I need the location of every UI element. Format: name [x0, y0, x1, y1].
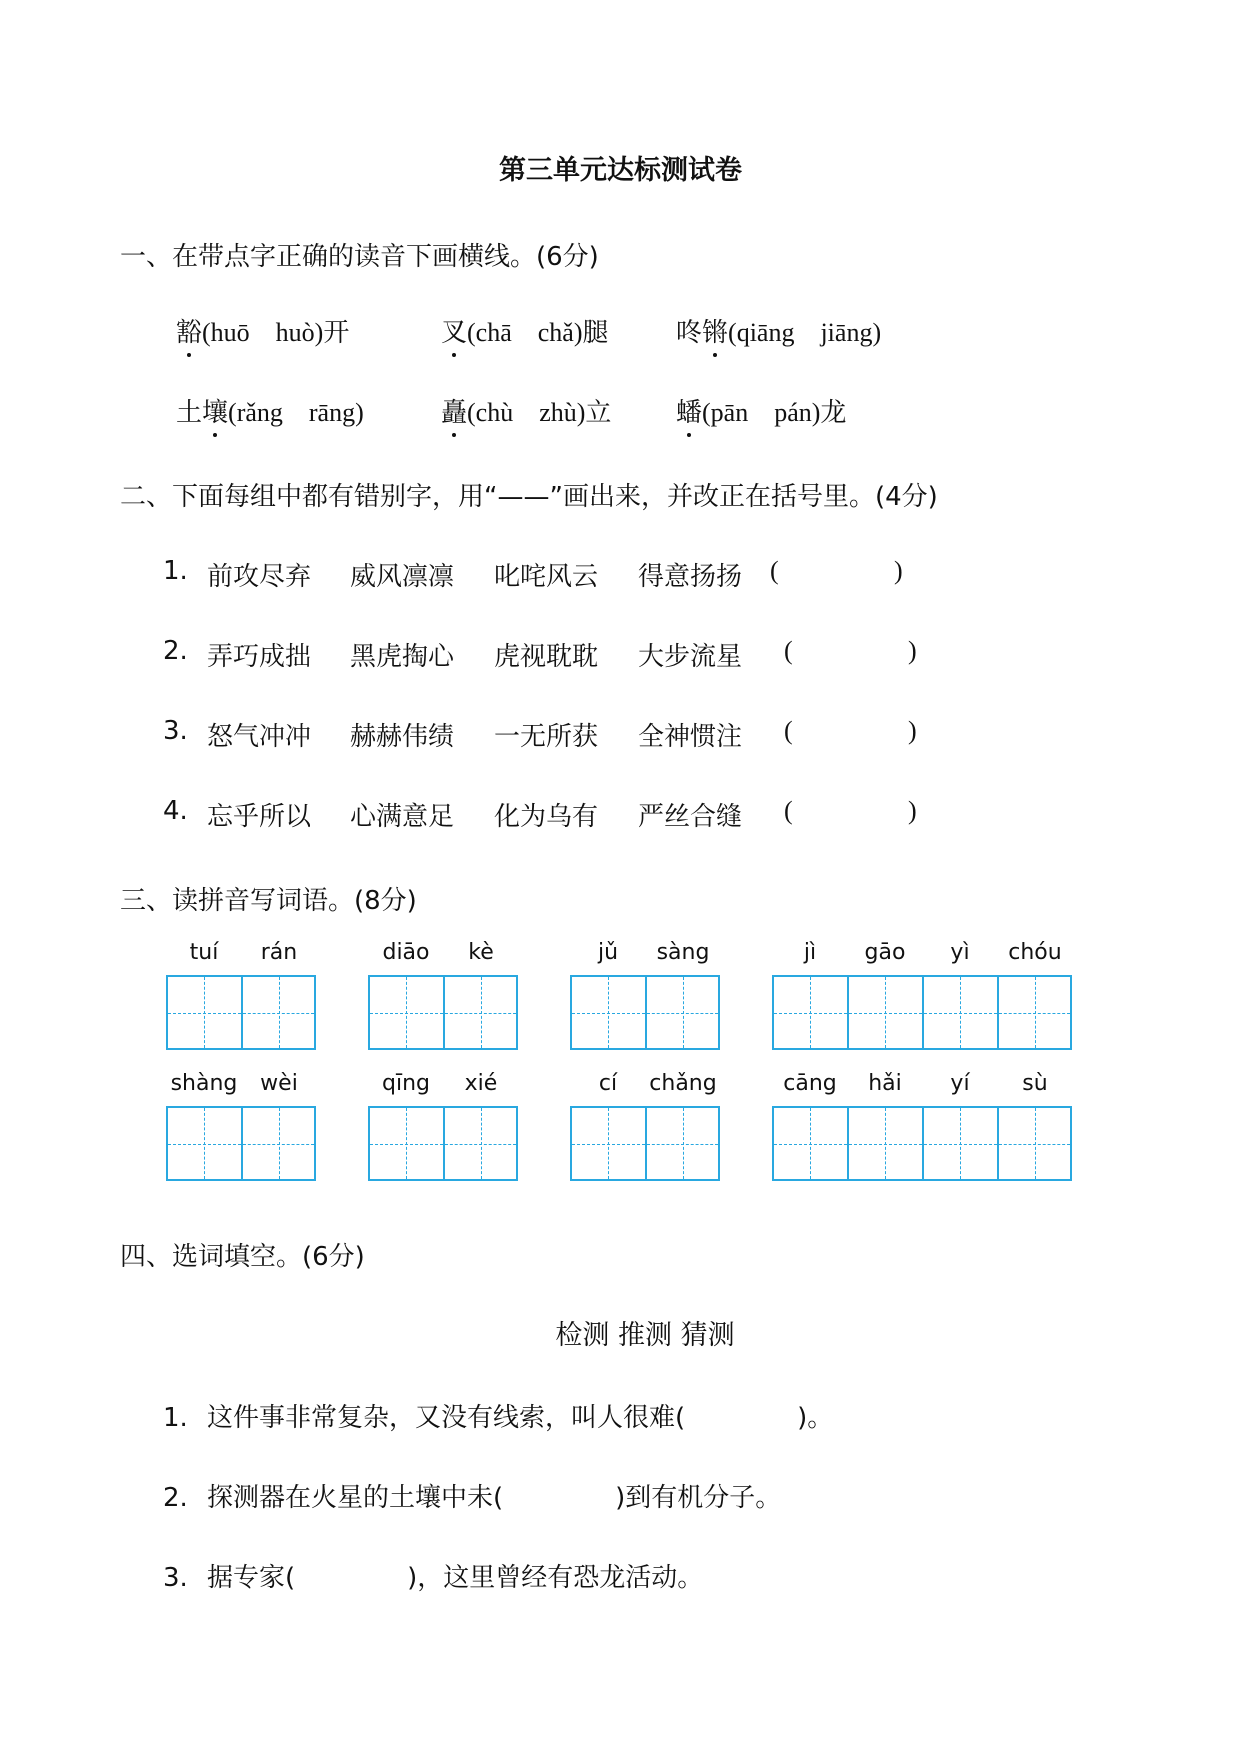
- answer-open-paren: (: [784, 716, 793, 745]
- dotted-char: 矗: [441, 392, 467, 429]
- writing-cell[interactable]: [997, 1106, 1072, 1181]
- word-choices: 检测 推测 猜测: [555, 1320, 735, 1351]
- pinyin-label: diāo: [382, 940, 430, 965]
- cell-guide-horizontal: [849, 1144, 922, 1145]
- idiom-word: 威风凛凛: [350, 562, 455, 592]
- cell-guide-horizontal: [572, 1144, 645, 1145]
- pinyin-label: jì: [803, 940, 817, 965]
- cell-guide-horizontal: [849, 1013, 922, 1014]
- cell-guide-horizontal: [647, 1144, 718, 1145]
- writing-cell[interactable]: [997, 975, 1072, 1050]
- idiom-word: 叱咤风云: [494, 562, 599, 592]
- pinyin-label: cí: [598, 1071, 618, 1096]
- idiom-word: 前攻尽弃: [207, 562, 312, 592]
- section4-heading: 四、选词填空。(6分): [120, 1242, 365, 1272]
- sentence-before: 据专家(: [207, 1563, 296, 1593]
- writing-cell[interactable]: [847, 1106, 922, 1181]
- pinyin-label: gāo: [864, 940, 906, 965]
- cell-guide-horizontal: [243, 1013, 314, 1014]
- writing-cell[interactable]: [166, 975, 241, 1050]
- fill-in-sentence: [163, 1477, 781, 1514]
- pinyin-label: cāng: [783, 1071, 837, 1096]
- writing-cell[interactable]: [368, 975, 443, 1050]
- writing-cell[interactable]: [645, 975, 720, 1050]
- pinyin-label: xié: [464, 1071, 498, 1096]
- pinyin-label: jǔ: [597, 940, 619, 965]
- writing-cell[interactable]: [772, 1106, 847, 1181]
- idiom-word: 心满意足: [350, 802, 455, 832]
- fill-in-sentence: [163, 1557, 703, 1594]
- cell-guide-horizontal: [999, 1144, 1070, 1145]
- cell-guide-horizontal: [999, 1013, 1070, 1014]
- question-number: 1.: [163, 556, 188, 586]
- question-number: 4.: [163, 796, 188, 826]
- writing-cell[interactable]: [570, 975, 645, 1050]
- pinyin-label: yí: [950, 1071, 970, 1096]
- cell-guide-horizontal: [572, 1013, 645, 1014]
- pinyin-label: tuí: [189, 940, 219, 965]
- idiom-word: 得意扬扬: [638, 562, 743, 592]
- sentence-before: 这件事非常复杂，又没有线索，叫人很难(: [207, 1403, 686, 1433]
- idiom-word: 大步流星: [638, 642, 743, 672]
- cell-guide-horizontal: [370, 1013, 443, 1014]
- section3-heading: 三、读拼音写词语。(8分): [120, 886, 417, 916]
- dotted-char: 豁: [176, 312, 202, 349]
- pinyin-label: wèi: [260, 1071, 298, 1096]
- question-number: 2.: [163, 636, 188, 666]
- idiom-word: 黑虎掏心: [350, 642, 455, 672]
- writing-cell[interactable]: [922, 1106, 997, 1181]
- idiom-word: 严丝合缝: [638, 802, 743, 832]
- page-title: 第三单元达标测试卷: [499, 155, 742, 186]
- writing-cell[interactable]: [443, 975, 518, 1050]
- pinyin-item-6: 蟠(pān pán)龙: [676, 392, 846, 429]
- idiom-word: 一无所获: [494, 722, 599, 752]
- cell-guide-horizontal: [445, 1013, 516, 1014]
- pinyin-label: sù: [1022, 1071, 1048, 1096]
- pinyin-label: sàng: [656, 940, 710, 965]
- sentence-after: )，这里曾经有恐龙活动。: [407, 1563, 704, 1593]
- section2-heading: 二、下面每组中都有错别字，用“——”画出来，并改正在括号里。(4分): [120, 482, 938, 512]
- pinyin-label: chóu: [1008, 940, 1062, 965]
- idiom-word: 全神惯注: [638, 722, 743, 752]
- writing-cell[interactable]: [645, 1106, 720, 1181]
- cell-guide-horizontal: [370, 1144, 443, 1145]
- pinyin-item-1: 豁(huō huò)开: [176, 312, 349, 349]
- question-number: 3.: [163, 1563, 188, 1593]
- question-number: 2.: [163, 1483, 188, 1513]
- idiom-word: 虎视耽耽: [494, 642, 599, 672]
- answer-open-paren: (: [784, 796, 793, 825]
- answer-close-paren: ): [908, 716, 917, 745]
- cell-guide-horizontal: [445, 1144, 516, 1145]
- idiom-word: 忘乎所以: [207, 802, 312, 832]
- answer-close-paren: ): [908, 796, 917, 825]
- answer-close-paren: ): [894, 556, 903, 585]
- cell-guide-horizontal: [924, 1144, 997, 1145]
- cell-guide-horizontal: [924, 1013, 997, 1014]
- pinyin-label: shàng: [170, 1071, 238, 1096]
- cell-guide-horizontal: [774, 1144, 847, 1145]
- dotted-char: 壤: [202, 392, 228, 429]
- writing-cell[interactable]: [241, 975, 316, 1050]
- idiom-word: 怒气冲冲: [207, 722, 312, 752]
- writing-cell[interactable]: [241, 1106, 316, 1181]
- writing-cell[interactable]: [847, 975, 922, 1050]
- writing-cell[interactable]: [772, 975, 847, 1050]
- question-number: 1.: [163, 1403, 188, 1433]
- pinyin-label: kè: [468, 940, 494, 965]
- sentence-before: 探测器在火星的土壤中未(: [207, 1483, 504, 1513]
- pinyin-label: chǎng: [649, 1071, 717, 1096]
- cell-guide-horizontal: [774, 1013, 847, 1014]
- cell-guide-horizontal: [168, 1144, 241, 1145]
- pinyin-item-4: 土壤(rǎng rāng): [176, 392, 364, 429]
- pinyin-label: rán: [260, 940, 298, 965]
- idiom-word: 化为乌有: [494, 802, 599, 832]
- section1-heading: 一、在带点字正确的读音下画横线。(6分): [120, 242, 599, 272]
- idiom-word: 弄巧成拙: [207, 642, 312, 672]
- question-number: 3.: [163, 716, 188, 746]
- cell-guide-horizontal: [243, 1144, 314, 1145]
- writing-cell[interactable]: [570, 1106, 645, 1181]
- pinyin-item-3: 咚锵(qiāng jiāng): [676, 312, 881, 349]
- sentence-after: )。: [797, 1403, 834, 1433]
- pinyin-item-5: 矗(chù zhù)立: [441, 392, 611, 429]
- sentence-after: )到有机分子。: [615, 1483, 782, 1513]
- writing-cell[interactable]: [443, 1106, 518, 1181]
- writing-cell[interactable]: [368, 1106, 443, 1181]
- fill-in-sentence: [163, 1397, 833, 1434]
- answer-close-paren: ): [908, 636, 917, 665]
- dotted-char: 蟠: [676, 392, 702, 429]
- writing-cell[interactable]: [922, 975, 997, 1050]
- pinyin-label: hǎi: [868, 1071, 902, 1096]
- answer-open-paren: (: [784, 636, 793, 665]
- cell-guide-horizontal: [168, 1013, 241, 1014]
- pinyin-label: yì: [950, 940, 970, 965]
- idiom-word: 赫赫伟绩: [350, 722, 455, 752]
- pinyin-item-2: 叉(chā chǎ)腿: [441, 312, 609, 349]
- pinyin-label: qīng: [382, 1071, 430, 1096]
- cell-guide-horizontal: [647, 1013, 718, 1014]
- writing-cell[interactable]: [166, 1106, 241, 1181]
- dotted-char: 锵: [702, 312, 728, 349]
- dotted-char: 叉: [441, 312, 467, 349]
- answer-open-paren: (: [770, 556, 779, 585]
